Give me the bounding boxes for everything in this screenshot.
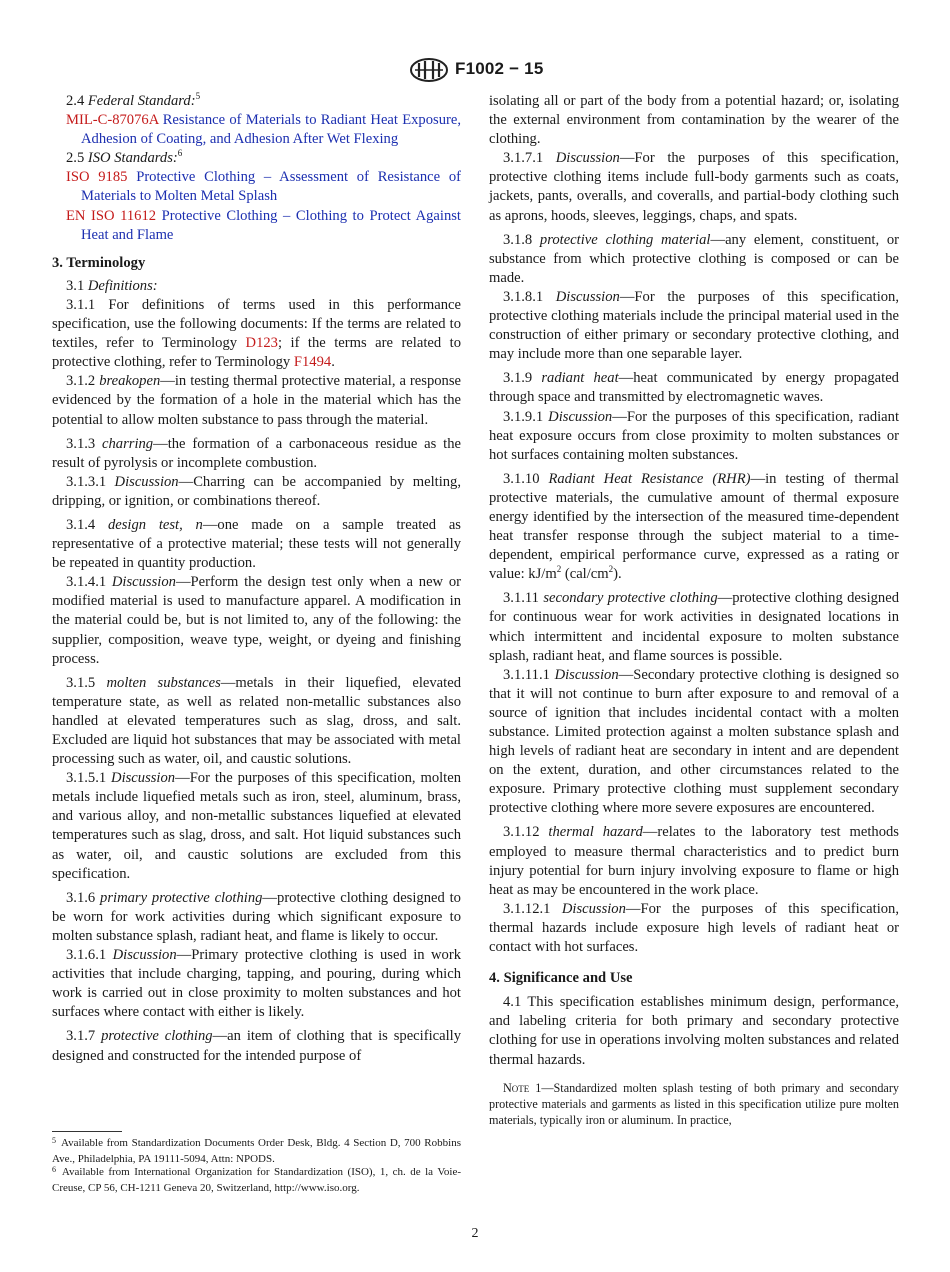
para-3-1-1: 3.1.1 For definitions of terms used in this performance specification, use the following documents: If the terms are related to textiles, refer to Terminology D123; if the terms are related to protective clothing, refer to Terminology F1494. [52,296,461,371]
page-header [0,58,950,82]
iso-9185-link[interactable]: ISO 9185 [66,169,128,186]
para-3-1-8-1: 3.1.8.1 Discussion—For the purposes of this specification, protective clothing materials include the principal material used in the construction of either primary or secondary protective clothing, and may include more than one separable layer. [489,288,899,363]
para-3-1-7: 3.1.7 protective clothing—an item of clothing that is specifically designed and constructed for the intended purpose of [52,1028,461,1064]
para-3-1-2: 3.1.2 breakopen—in testing thermal protective material, a response evidenced by the formation of a hole in the material which has the potential to allow molten substance to pass through the material. [52,373,461,428]
en-iso-11612-link[interactable]: EN ISO 11612 [66,207,157,224]
section-2-4: 2.4 Federal Standard:$^5$ [66,91,201,109]
para-3-1-4: 3.1.4 design test, n—one made on a sample treated as representative of a protective material; these tests will not generally be repeated in quantity production. [52,516,461,572]
left-column [52,92,461,1066]
para-3-1-11: 3.1.11 secondary protective clothing—protective clothing designed for continuous wear for work activities in designated locations in which intermittent and incidental exposure to molten substance splash, radiant heat, and flame sources is possible. [489,590,899,664]
para-3-1-9-1: 3.1.9.1 Discussion—For the purposes of this specification, radiant heat exposure occurs from close proximity to molten substances or hot surfaces containing molten substances. [489,408,900,463]
footnote-divider [52,1131,122,1132]
para-4-1: 4.1 This specification establishes minimum design, performance, and labeling criteria for both primary and secondary protective clothing for use in operations involving molten substances and related thermal hazards. [489,994,899,1068]
para-3-1-8: 3.1.8 protective clothing material—any element, constituent, or substance from which protective clothing is composed or can be made. [489,231,899,286]
section-2-5: 2.5 ISO Standards:$^6$ [66,148,183,167]
para-3-1-3-1: 3.1.3.1 Discussion—Charring can be accompanied by melting, dripping, or ignition, or combinations thereof. [52,473,461,509]
para-3-1: 3.1 Definitions: [66,277,158,294]
para-3-1-12-1: 3.1.12.1 Discussion—For the purposes of this specification, thermal hazards include exposure high levels of radiant heat or contact with hot surfaces. [489,900,899,956]
para-3-1-7-continued: isolating all or part of the body from a potential hazard; or, isolating the external environment from contamination by the wearer of the clothing. [489,93,899,148]
para-3-1-10: 3.1.10 Radiant Heat Resistance (RHR)—in testing of thermal protective materials, the cumulative amount of thermal exposure energy identified by the intersection of the measured time-dependent heat transfer response through the subject material to a time-dependent, empirical performance curve, expressed as a rating or value: $kJ/m^2$ $(cal/cm^2)$. [489,470,899,583]
para-3-1-5-1: 3.1.5.1 Discussion—For the purposes of this specification, molten metals include liquefied metals such as iron, steel, aluminum, brass, and various alloy, and non-metallic substances liquefied at elevated temperatures such as slag, dross, and salt. Hot liquid substances such as water, oil, and caustic solutions are excluded from this specification. [52,770,462,882]
footnote-5: $^5$ Available from Standardization Documents Order Desk, Bldg. 4 Section D, 700 Robbins Ave., Philadelphia, PA 19111-5094, Attn: NPODS. [52,1136,461,1165]
note-1: Note 1—Standardized molten splash testing of both primary and secondary protective materials and garments as listed in this specification utilize pure molten materials, typically iron or aluminum. In practice, [489,1080,899,1127]
para-3-1-11-1: 3.1.11.1 Discussion—Secondary protective clothing is designed so that it will not continue to burn after exposure to and removal of a source of ignition that includes incidental contact with a molten substance. Limited protection against a molten substance splash and high levels of radiant heat are secondary in intent and are dependent on the extent, duration, and other circumstances related to the exposure. Primary protective clothing must supplement secondary protective clothing where more severe exposures are encountered. [489,666,899,817]
para-3-1-6-1: 3.1.6.1 Discussion—Primary protective clothing is used in work activities that include charging, tapping, and pouring, during which work is carried out in close proximity to molten substances and hot surfaces where contact with either is likely. [52,947,461,1021]
page-number: 2 [471,1226,479,1241]
astm-logo-icon [409,58,449,82]
ref-mil-c-87076a [52,111,461,149]
para-3-1-7-1: 3.1.7.1 Discussion—For the purposes of this specification, protective clothing items include full-body garments such as coats, jackets, pants, overalls, and coveralls, and partial-body clothing such as aprons, hoods, sleeves, leggings, chaps, and spats. [489,150,899,224]
para-3-1-4-1: 3.1.4.1 Discussion—Perform the design test only when a new or modified material is used to manufacture apparel. A modification in the material could be, but is not limited to, any of the following: the supplier, composition, weave type, weight, or dyeing and finishing process. [52,574,461,667]
para-3-1-9: 3.1.9 radiant heat—heat communicated by energy propagated through space and transmitted by electromagnetic waves. [489,370,899,406]
section-4-heading: 4. Significance and Use [489,970,633,987]
iso-9185-title-link[interactable]: Protective Clothing – Assessment of Resistance of Materials to Molten Metal Splash [81,169,461,205]
para-3-1-6: 3.1.6 primary protective clothing—protective clothing designed to be worn for work activities during which significant exposure to molten substance splash, radiant heat, and flame is likely to occur. [52,889,461,944]
f1494-link[interactable]: F1494 [293,354,332,371]
right-column [489,92,899,1128]
ref-iso-9185 [52,168,461,206]
standard-designation: F1002 − 15 [455,59,544,78]
mil-c-87076a-link[interactable]: MIL-C-87076A [66,112,159,129]
section-3-heading: 3. Terminology [52,254,146,271]
mil-c-87076a-title-link[interactable]: Resistance of Materials to Radiant Heat Exposure, Adhesion of Coating, and Adhesion After Wet Flexing [81,112,461,148]
para-3-1-5: 3.1.5 molten substances—metals in their liquefied, elevated temperature state, as well as related non-metallic substances also handled at elevated temperatures such as slag, dross, and salt. Excluded are liquid hot substances that may be associated with metal processing such as water, oil, and caustic solutions. [52,674,461,768]
d123-link[interactable]: D123 [245,335,278,352]
para-3-1-12: 3.1.12 thermal hazard—relates to the laboratory test methods employed to measure thermal characteristics and to predict burn injury potential for burn injury involving exposure to flame or high heat as may be encountered in the work place. [489,824,899,898]
footnote-6: $^6$ Available from International Organization for Standardization (ISO), 1, ch. de la Voie-Creuse, CP 56, CH-1211 Geneva 20, Switzerland, http://www.iso.org. [52,1165,461,1194]
para-3-1-3: 3.1.3 charring—the formation of a carbonaceous residue as the result of pyrolysis or incomplete combustion. [52,435,461,471]
ref-en-iso-11612 [52,207,461,245]
en-iso-11612-title-link[interactable]: Protective Clothing – Clothing to Protect Against Heat and Flame [81,207,461,243]
